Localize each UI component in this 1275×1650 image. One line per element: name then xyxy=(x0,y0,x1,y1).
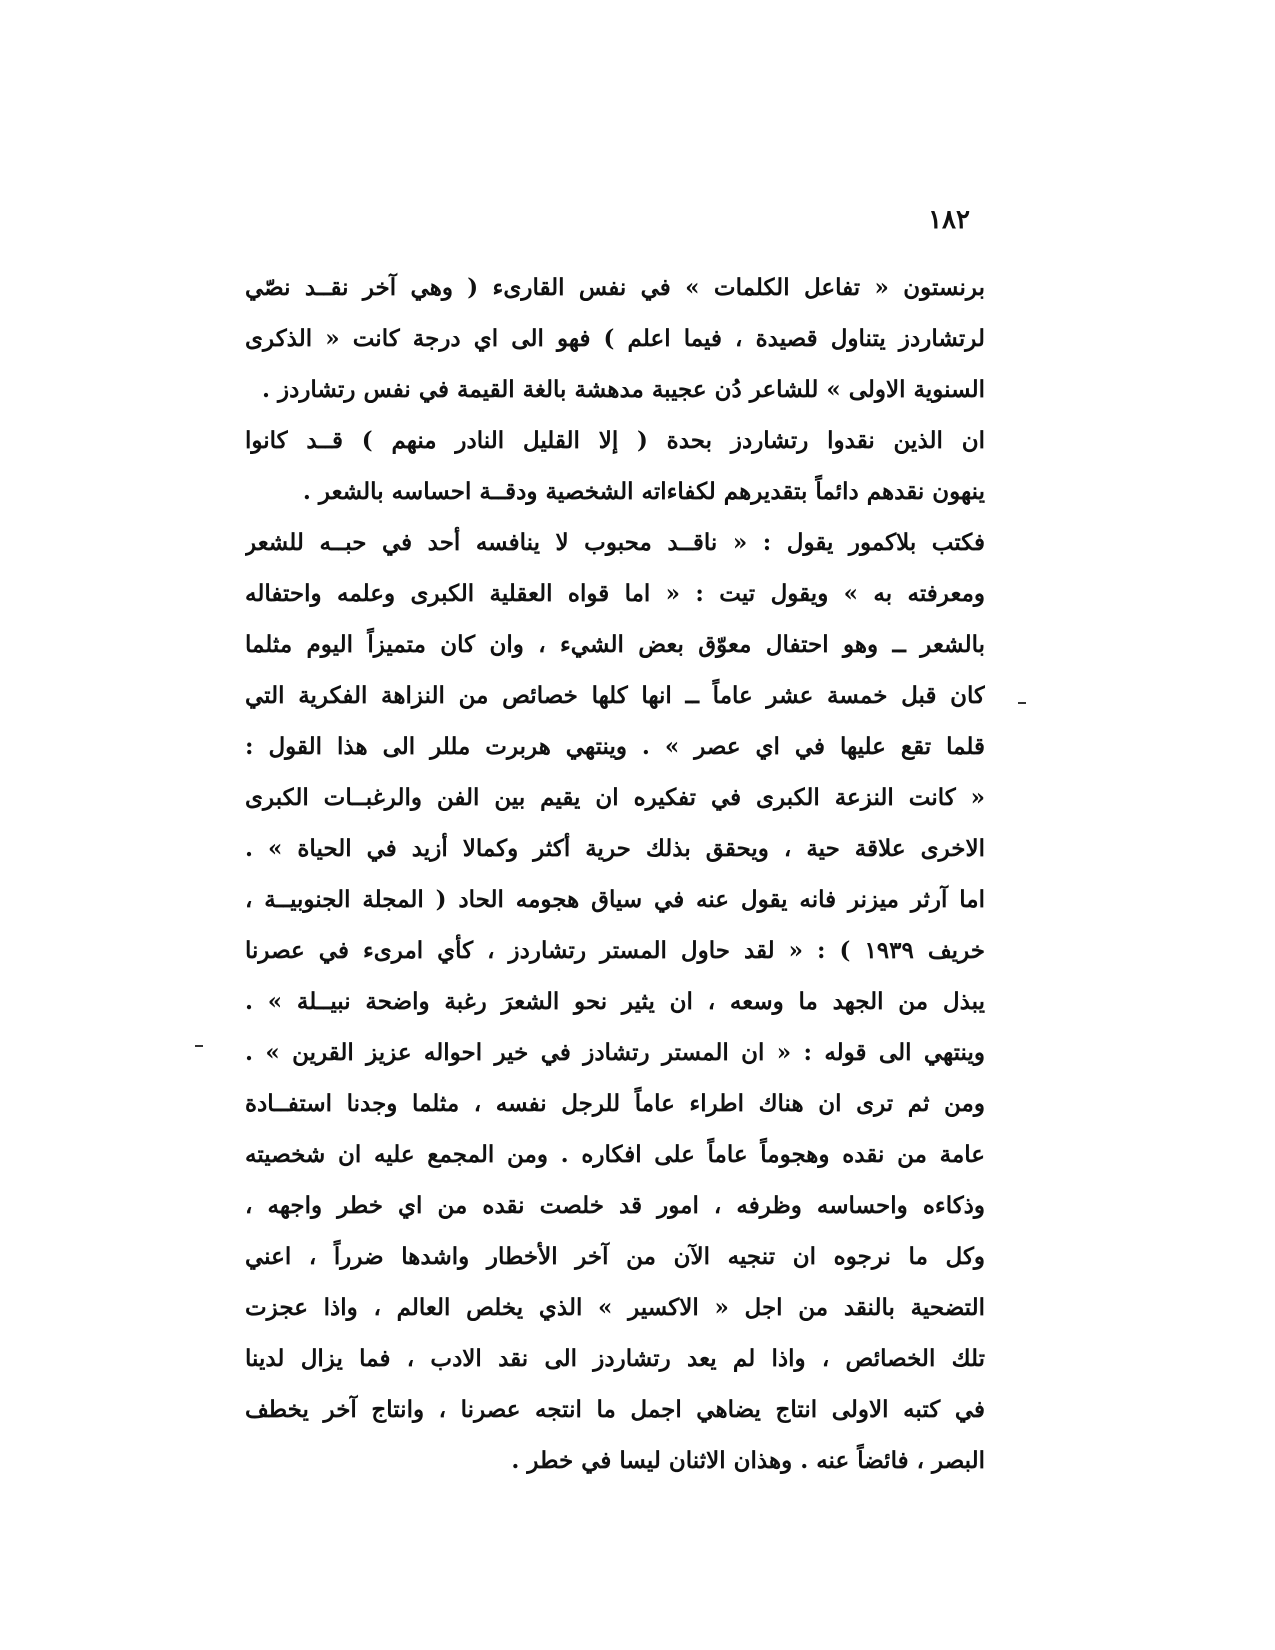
text-line: بالشعر ــ وهو احتفال معوّق بعض الشيء ، وان كان متميزاً اليوم مثلما xyxy=(245,631,985,658)
margin-mark xyxy=(195,1045,203,1047)
text-line: ان الذين نقدوا رتشاردز بحدة ( إلا القليل النادر منهم ) قــد كانوا xyxy=(245,427,985,454)
text-line: في كتبه الاولى انتاج يضاهي اجمل ما انتجه عصرنا ، وانتاج آخر يخطف xyxy=(245,1396,985,1423)
margin-mark xyxy=(1018,702,1026,704)
text-line: عامة من نقده وهجوماً عاماً على افكاره . ومن المجمع عليه ان شخصيته xyxy=(245,1141,985,1168)
text-line: السنوية الاولى » للشاعر دُن عجيبة مدهشة بالغة القيمة في نفس رتشاردز . xyxy=(261,376,985,403)
text-line: تلك الخصائص ، واذا لم يعد رتشاردز الى نقد الادب ، فما يزال لدينا xyxy=(245,1345,985,1372)
body-text xyxy=(245,262,985,1486)
text-line: خريف ١٩٣٩ ) : « لقد حاول المستر رتشاردز ، كأي امرىء في عصرنا xyxy=(245,937,985,964)
text-line: « كانت النزعة الكبرى في تفكيره ان يقيم بين الفن والرغبــات الكبرى xyxy=(245,784,985,811)
text-line: اما آرثر ميزنر فانه يقول عنه في سياق هجومه الحاد ( المجلة الجنوبيــة ، xyxy=(245,886,985,913)
text-line: برنستون « تفاعل الكلمات » في نفس القارىء ( وهي آخر نقــد نصّي xyxy=(245,274,985,301)
text-line: التضحية بالنقد من اجل « الاكسير » الذي يخلص العالم ، واذا عجزت xyxy=(245,1294,985,1321)
text-line: لرتشاردز يتناول قصيدة ، فيما اعلم ) فهو الى اي درجة كانت « الذكرى xyxy=(245,325,985,352)
text-line: وينتهي الى قوله : « ان المستر رتشادز في خير احواله عزيز القرين » . xyxy=(245,1039,985,1066)
text-line: البصر ، فائضاً عنه . وهذان الاثنان ليسا في خطر . xyxy=(511,1447,985,1474)
text-line: وذكاءه واحساسه وظرفه ، امور قد خلصت نقده من اي خطر واجهه ، xyxy=(245,1192,985,1219)
text-line: يبذل من الجهد ما وسعه ، ان يثير نحو الشعرَ رغبة واضحة نبيــلة » . xyxy=(245,988,985,1015)
text-line: ومعرفته به » ويقول تيت : « اما قواه العقلية الكبرى وعلمه واحتفاله xyxy=(245,580,985,607)
text-line: قلما تقع عليها في اي عصر » . وينتهي هربرت مللر الى هذا القول : xyxy=(245,733,985,760)
text-line: فكتب بلاكمور يقول : « ناقــد محبوب لا ينافسه أحد في حبــه للشعر xyxy=(245,529,985,556)
text-line: وكل ما نرجوه ان تنجيه الآن من آخر الأخطار واشدها ضرراً ، اعني xyxy=(245,1243,985,1270)
text-line: الاخرى علاقة حية ، ويحقق بذلك حرية أكثر وكمالا أزيد في الحياة » . xyxy=(245,835,985,862)
page-number: ١٨٢ xyxy=(928,205,970,235)
text-line: كان قبل خمسة عشر عاماً ــ انها كلها خصائص من النزاهة الفكرية التي xyxy=(245,682,985,709)
text-line: ينهون نقدهم دائماً بتقديرهم لكفاءاته الشخصية ودقــة احساسه بالشعر . xyxy=(302,478,985,505)
text-line: ومن ثم ترى ان هناك اطراء عاماً للرجل نفسه ، مثلما وجدنا استفــادة xyxy=(245,1090,985,1117)
